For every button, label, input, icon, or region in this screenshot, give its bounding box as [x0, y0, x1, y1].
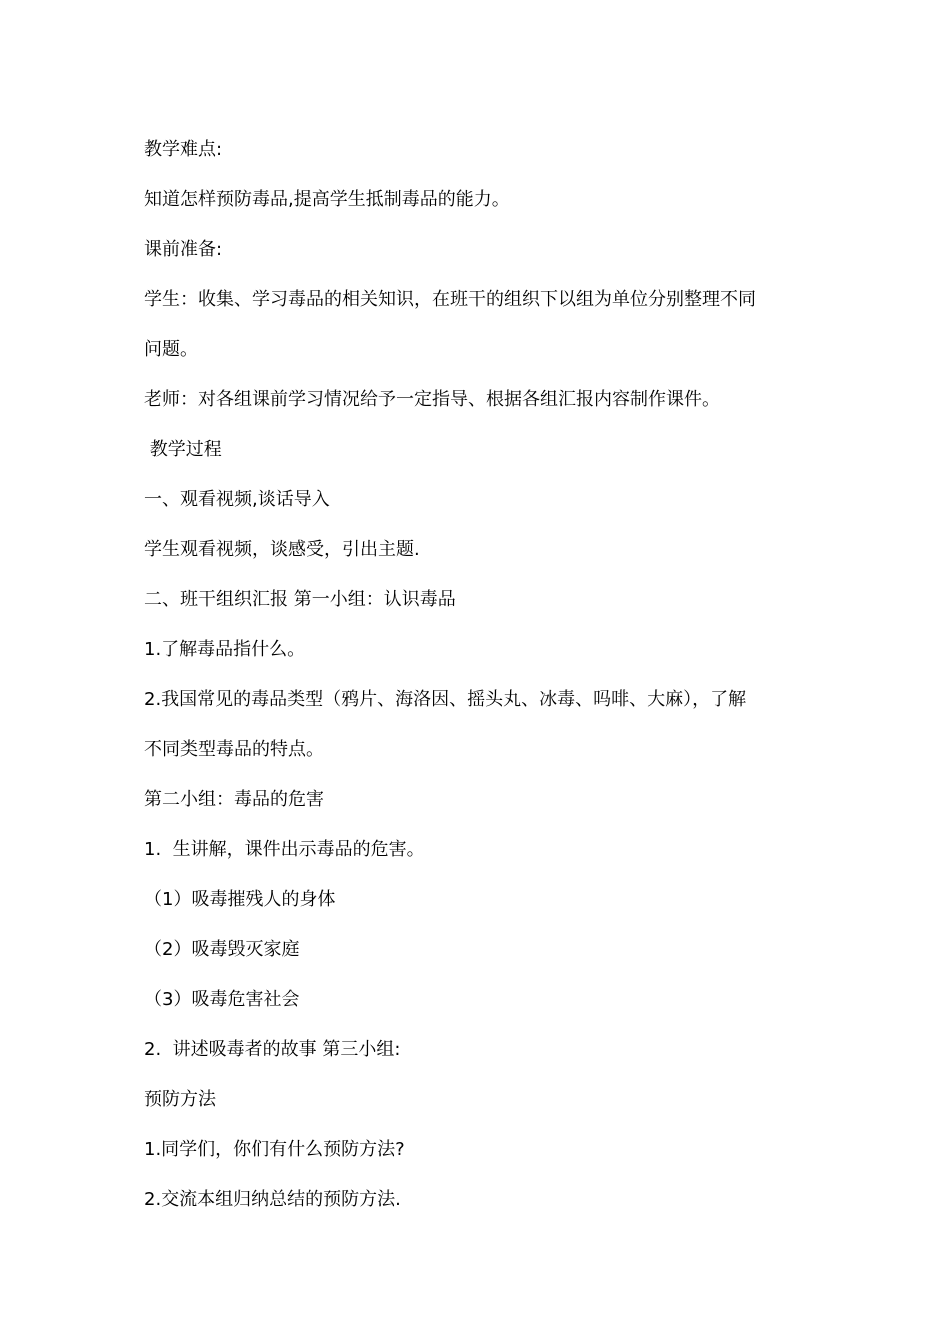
- paragraph-difficulty-content: 知道怎样预防毒品,提高学生抵制毒品的能力。: [144, 189, 510, 210]
- list-item-2-cont: 不同类型毒品的特点。: [144, 739, 324, 760]
- heading-preparation: 课前准备:: [144, 239, 223, 260]
- list-item-2: 2.我国常见的毒品类型（鸦片、海洛因、摇头丸、冰毒、吗啡、大麻），了解: [144, 689, 747, 710]
- list-item-harm-1: 1. 生讲解，课件出示毒品的危害。: [144, 839, 425, 860]
- sub-item-1: （1）吸毒摧残人的身体: [144, 889, 336, 910]
- list-item-prevent-2: 2.交流本组归纳总结的预防方法.: [144, 1189, 401, 1210]
- paragraph-watch-video: 学生观看视频，谈感受，引出主题.: [144, 539, 420, 560]
- list-item-1: 1.了解毒品指什么。: [144, 639, 306, 660]
- sub-item-3: （3）吸毒危害社会: [144, 989, 300, 1010]
- heading-teaching-difficulty: 教学难点:: [144, 139, 223, 160]
- list-item-harm-2: 2. 讲述吸毒者的故事 第三小组:: [144, 1039, 401, 1060]
- section-one-title: 一、观看视频,谈话导入: [144, 489, 330, 510]
- group-two-title: 第二小组：毒品的危害: [144, 789, 324, 810]
- group-three-title: 预防方法: [144, 1089, 216, 1110]
- paragraph-student-prep: 学生：收集、学习毒品的相关知识，在班干的组织下以组为单位分别整理不同: [144, 289, 756, 310]
- sub-item-2: （2）吸毒毁灭家庭: [144, 939, 300, 960]
- heading-teaching-process: 教学过程: [144, 439, 222, 460]
- paragraph-student-prep-cont: 问题。: [144, 339, 198, 360]
- list-item-prevent-1: 1.同学们，你们有什么预防方法?: [144, 1139, 405, 1160]
- section-two-title: 二、班干组织汇报 第一小组：认识毒品: [144, 589, 456, 610]
- paragraph-teacher-prep: 老师：对各组课前学习情况给予一定指导、根据各组汇报内容制作课件。: [144, 389, 720, 410]
